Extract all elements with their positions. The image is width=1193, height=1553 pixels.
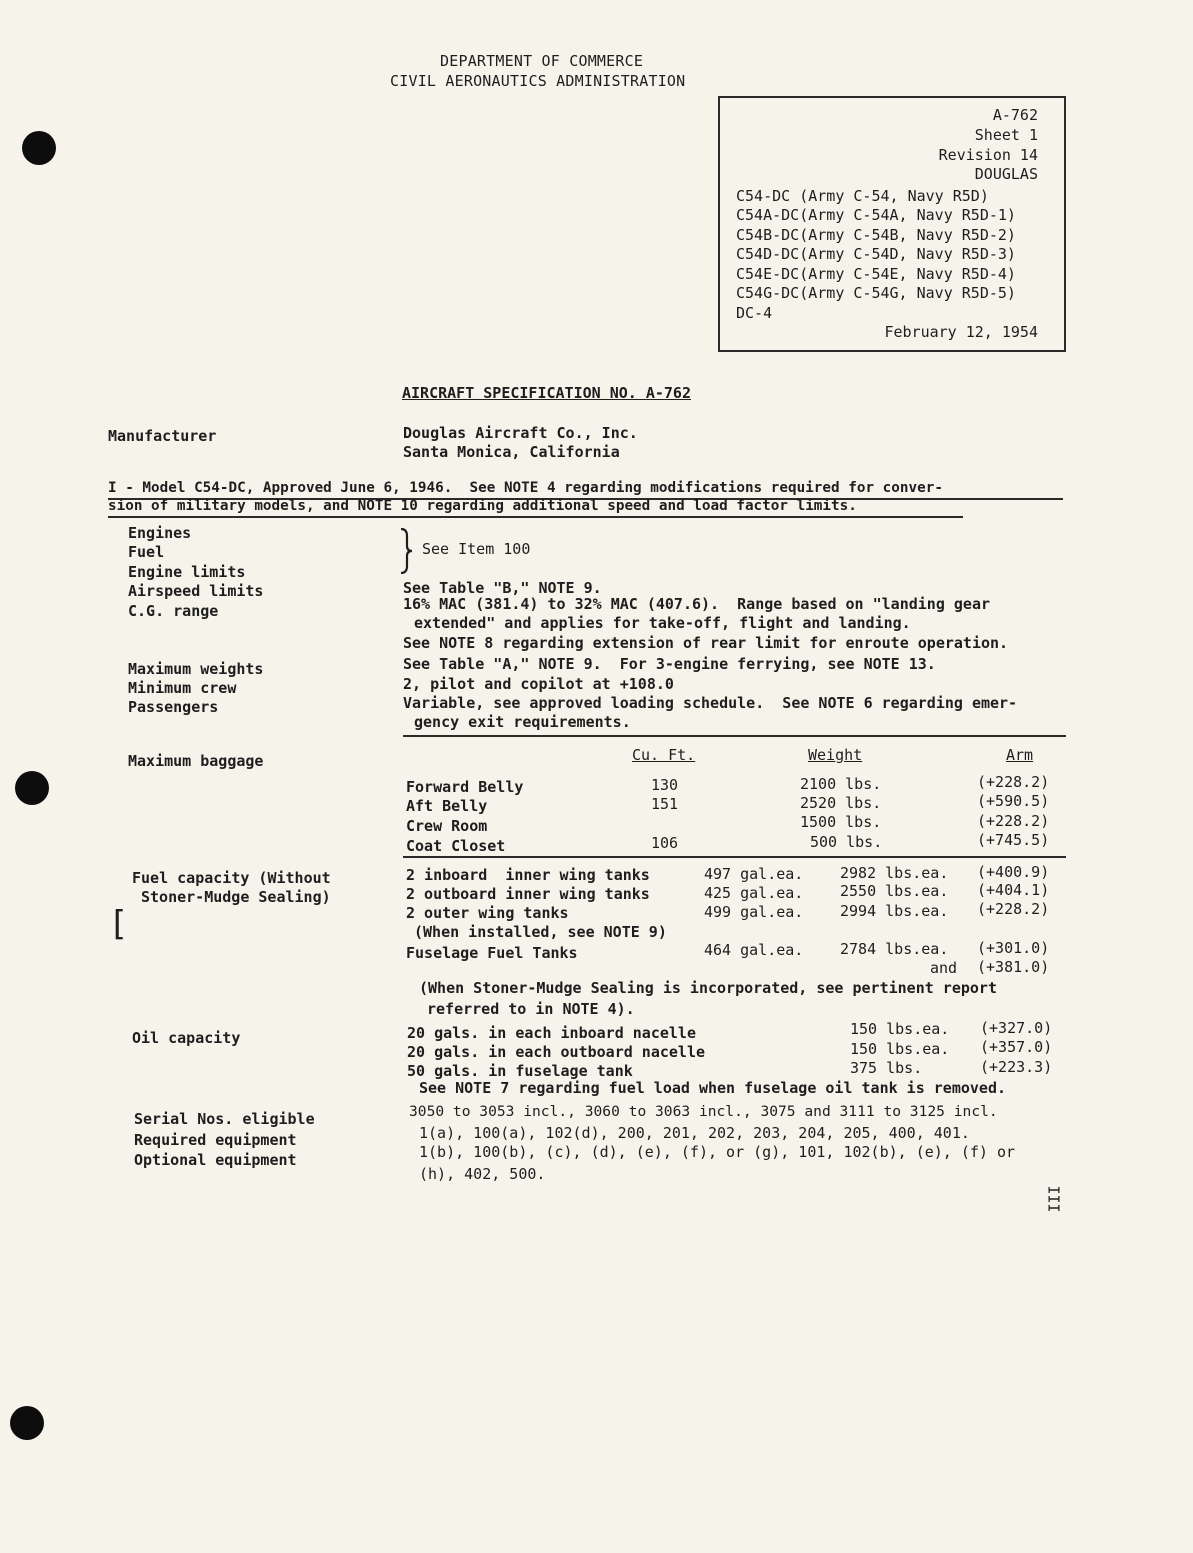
side-page-mark: III bbox=[1044, 1185, 1063, 1213]
col-header-arm: Arm bbox=[1006, 746, 1034, 764]
max-baggage-label: Maximum baggage bbox=[128, 752, 264, 770]
brace-icon bbox=[398, 528, 414, 574]
model-heading-line2: sion of military models, and NOTE 10 regarding additional speed and load factor limits. bbox=[108, 498, 857, 514]
fuel-row-lbs: 2994 lbs.ea. bbox=[840, 902, 949, 920]
baggage-row-weight: 1500 lbs. bbox=[800, 813, 882, 831]
optional-equipment-label: Optional equipment bbox=[134, 1151, 297, 1169]
baggage-row-weight: 2100 lbs. bbox=[800, 775, 882, 793]
model-line: C54A-DC(Army C-54A, Navy R5D-1) bbox=[736, 206, 1016, 224]
engines-label: Engines bbox=[128, 524, 192, 542]
punch-hole-top bbox=[22, 131, 56, 165]
document-title: AIRCRAFT SPECIFICATION NO. A-762 bbox=[402, 384, 691, 402]
col-header-weight: Weight bbox=[808, 746, 863, 764]
fuel-row-arm: (+228.2) bbox=[977, 900, 1050, 918]
model-line: DC-4 bbox=[736, 304, 773, 322]
spec-number: A-762 bbox=[992, 106, 1038, 124]
baggage-row-weight: 500 lbs. bbox=[810, 833, 883, 851]
administration-heading: CIVIL AERONAUTICS ADMINISTRATION bbox=[390, 72, 686, 90]
oil-capacity-label: Oil capacity bbox=[132, 1029, 241, 1047]
baggage-top-rule bbox=[403, 735, 1066, 737]
oil-row-name: 20 gals. in each inboard nacelle bbox=[407, 1024, 696, 1042]
stoner-note-line1: (When Stoner-Mudge Sealing is incorporated, see pertinent report bbox=[419, 979, 997, 997]
airspeed-limits-label: Airspeed limits bbox=[128, 582, 264, 600]
oil-row-lbs: 150 lbs.ea. bbox=[850, 1040, 950, 1058]
department-heading: DEPARTMENT OF COMMERCE bbox=[440, 52, 644, 70]
punch-hole-middle bbox=[15, 771, 49, 805]
oil-note: See NOTE 7 regarding fuel load when fuselage oil tank is removed. bbox=[419, 1079, 1006, 1097]
baggage-row-weight: 2520 lbs. bbox=[800, 794, 882, 812]
baggage-row-name: Forward Belly bbox=[406, 778, 524, 796]
baggage-row-name: Coat Closet bbox=[406, 837, 506, 855]
baggage-row-cuft: 151 bbox=[651, 795, 679, 813]
model-line: C54G-DC(Army C-54G, Navy R5D-5) bbox=[736, 284, 1016, 302]
oil-row-name: 20 gals. in each outboard nacelle bbox=[407, 1043, 706, 1061]
max-weights-label: Maximum weights bbox=[128, 660, 264, 678]
sheet-number: Sheet 1 bbox=[974, 126, 1038, 144]
engine-limits-label: Engine limits bbox=[128, 563, 246, 581]
cg-range-label: C.G. range bbox=[128, 602, 219, 620]
fuel-row-arm: (+404.1) bbox=[977, 881, 1050, 899]
baggage-row-cuft: 106 bbox=[651, 834, 679, 852]
model-line: C54B-DC(Army C-54B, Navy R5D-2) bbox=[736, 226, 1016, 244]
baggage-bottom-rule bbox=[403, 856, 1066, 858]
cg-range-line2: extended" and applies for take-off, flight and landing. bbox=[414, 614, 911, 632]
required-equipment-label: Required equipment bbox=[134, 1131, 297, 1149]
passengers-line1: Variable, see approved loading schedule. See NOTE 6 regarding emer- bbox=[403, 694, 1018, 712]
required-equipment-value: 1(a), 100(a), 102(d), 200, 201, 202, 203, 204, 205, 400, 401. bbox=[419, 1124, 970, 1142]
baggage-row-cuft: 130 bbox=[651, 776, 679, 794]
fuselage-tank-gal: 464 gal.ea. bbox=[704, 941, 804, 959]
col-header-cuft: Cu. Ft. bbox=[632, 746, 696, 764]
model-heading-line1: I - Model C54-DC, Approved June 6, 1946. See NOTE 4 regarding modifications required for conver- bbox=[108, 480, 943, 496]
fuel-capacity-label-2: Stoner-Mudge Sealing) bbox=[141, 888, 331, 906]
manufacturer-name: Douglas Aircraft Co., Inc. bbox=[403, 424, 638, 442]
min-crew-label: Minimum crew bbox=[128, 679, 237, 697]
serial-label: Serial Nos. eligible bbox=[134, 1110, 315, 1128]
fuel-row-arm: (+400.9) bbox=[977, 863, 1050, 881]
maker-name: DOUGLAS bbox=[974, 165, 1038, 183]
manufacturer-label: Manufacturer bbox=[108, 427, 217, 445]
max-weights-value: See Table "A," NOTE 9. For 3-engine ferrying, see NOTE 13. bbox=[403, 655, 936, 673]
optional-equipment-line2: (h), 402, 500. bbox=[419, 1165, 546, 1183]
fuselage-tank-lbs: 2784 lbs.ea. bbox=[840, 940, 949, 958]
fuel-row-lbs: 2982 lbs.ea. bbox=[840, 864, 949, 882]
fuel-row-name: 2 outboard inner wing tanks bbox=[406, 885, 650, 903]
airspeed-limits-value: See Table "B," NOTE 9. bbox=[403, 579, 602, 597]
baggage-row-arm: (+590.5) bbox=[977, 792, 1050, 810]
spec-info-box bbox=[718, 96, 1066, 352]
revision-number: Revision 14 bbox=[938, 146, 1038, 164]
oil-row-name: 50 gals. in fuselage tank bbox=[407, 1062, 633, 1080]
cg-range-line3: See NOTE 8 regarding extension of rear limit for enroute operation. bbox=[403, 634, 1009, 652]
fuel-row-name: 2 outer wing tanks bbox=[406, 904, 569, 922]
see-item-100: See Item 100 bbox=[422, 540, 531, 558]
oil-row-lbs: 375 lbs. bbox=[850, 1059, 923, 1077]
baggage-row-name: Aft Belly bbox=[406, 797, 488, 815]
fuel-row-gal: 425 gal.ea. bbox=[704, 884, 804, 902]
serial-value: 3050 to 3053 incl., 3060 to 3063 incl., 3075 and 3111 to 3125 incl. bbox=[409, 1103, 998, 1120]
baggage-row-arm: (+228.2) bbox=[977, 812, 1050, 830]
baggage-row-name: Crew Room bbox=[406, 817, 488, 835]
model-line: C54D-DC(Army C-54D, Navy R5D-3) bbox=[736, 245, 1016, 263]
oil-row-arm: (+223.3) bbox=[980, 1058, 1053, 1076]
min-crew-value: 2, pilot and copilot at +108.0 bbox=[403, 675, 674, 693]
model-line: C54E-DC(Army C-54E, Navy R5D-4) bbox=[736, 265, 1016, 283]
oil-row-arm: (+327.0) bbox=[980, 1019, 1053, 1037]
oil-row-lbs: 150 lbs.ea. bbox=[850, 1020, 950, 1038]
revision-date: February 12, 1954 bbox=[884, 323, 1038, 341]
fuel-row-lbs: 2550 lbs.ea. bbox=[840, 882, 949, 900]
fuselage-tank-name: Fuselage Fuel Tanks bbox=[406, 944, 578, 962]
revision-bracket: [ bbox=[108, 904, 129, 944]
passengers-line2: gency exit requirements. bbox=[414, 713, 631, 731]
stoner-note-line2: referred to in NOTE 4). bbox=[427, 1000, 635, 1018]
baggage-row-arm: (+228.2) bbox=[977, 773, 1050, 791]
fuel-label: Fuel bbox=[128, 543, 165, 561]
fuel-row-name: 2 inboard inner wing tanks bbox=[406, 866, 650, 884]
fuselage-tank-arm: (+301.0) bbox=[977, 939, 1050, 957]
fuel-row-gal: 499 gal.ea. bbox=[704, 903, 804, 921]
model-line: C54-DC (Army C-54, Navy R5D) bbox=[736, 187, 989, 205]
punch-hole-bottom bbox=[10, 1406, 44, 1440]
baggage-row-arm: (+745.5) bbox=[977, 831, 1050, 849]
oil-row-arm: (+357.0) bbox=[980, 1038, 1053, 1056]
fuselage-tank-and: and bbox=[930, 959, 958, 977]
manufacturer-address: Santa Monica, California bbox=[403, 443, 620, 461]
passengers-label: Passengers bbox=[128, 698, 219, 716]
fuselage-tank-arm2: (+381.0) bbox=[977, 958, 1050, 976]
cg-range-line1: 16% MAC (381.4) to 32% MAC (407.6). Range based on "landing gear bbox=[403, 595, 990, 613]
fuel-when-installed: (When installed, see NOTE 9) bbox=[414, 923, 667, 941]
heading-underline-2 bbox=[108, 516, 963, 518]
fuel-row-gal: 497 gal.ea. bbox=[704, 865, 804, 883]
optional-equipment-line1: 1(b), 100(b), (c), (d), (e), (f), or (g), 101, 102(b), (e), (f) or bbox=[419, 1143, 1016, 1161]
fuel-capacity-label-1: Fuel capacity (Without bbox=[132, 869, 331, 887]
